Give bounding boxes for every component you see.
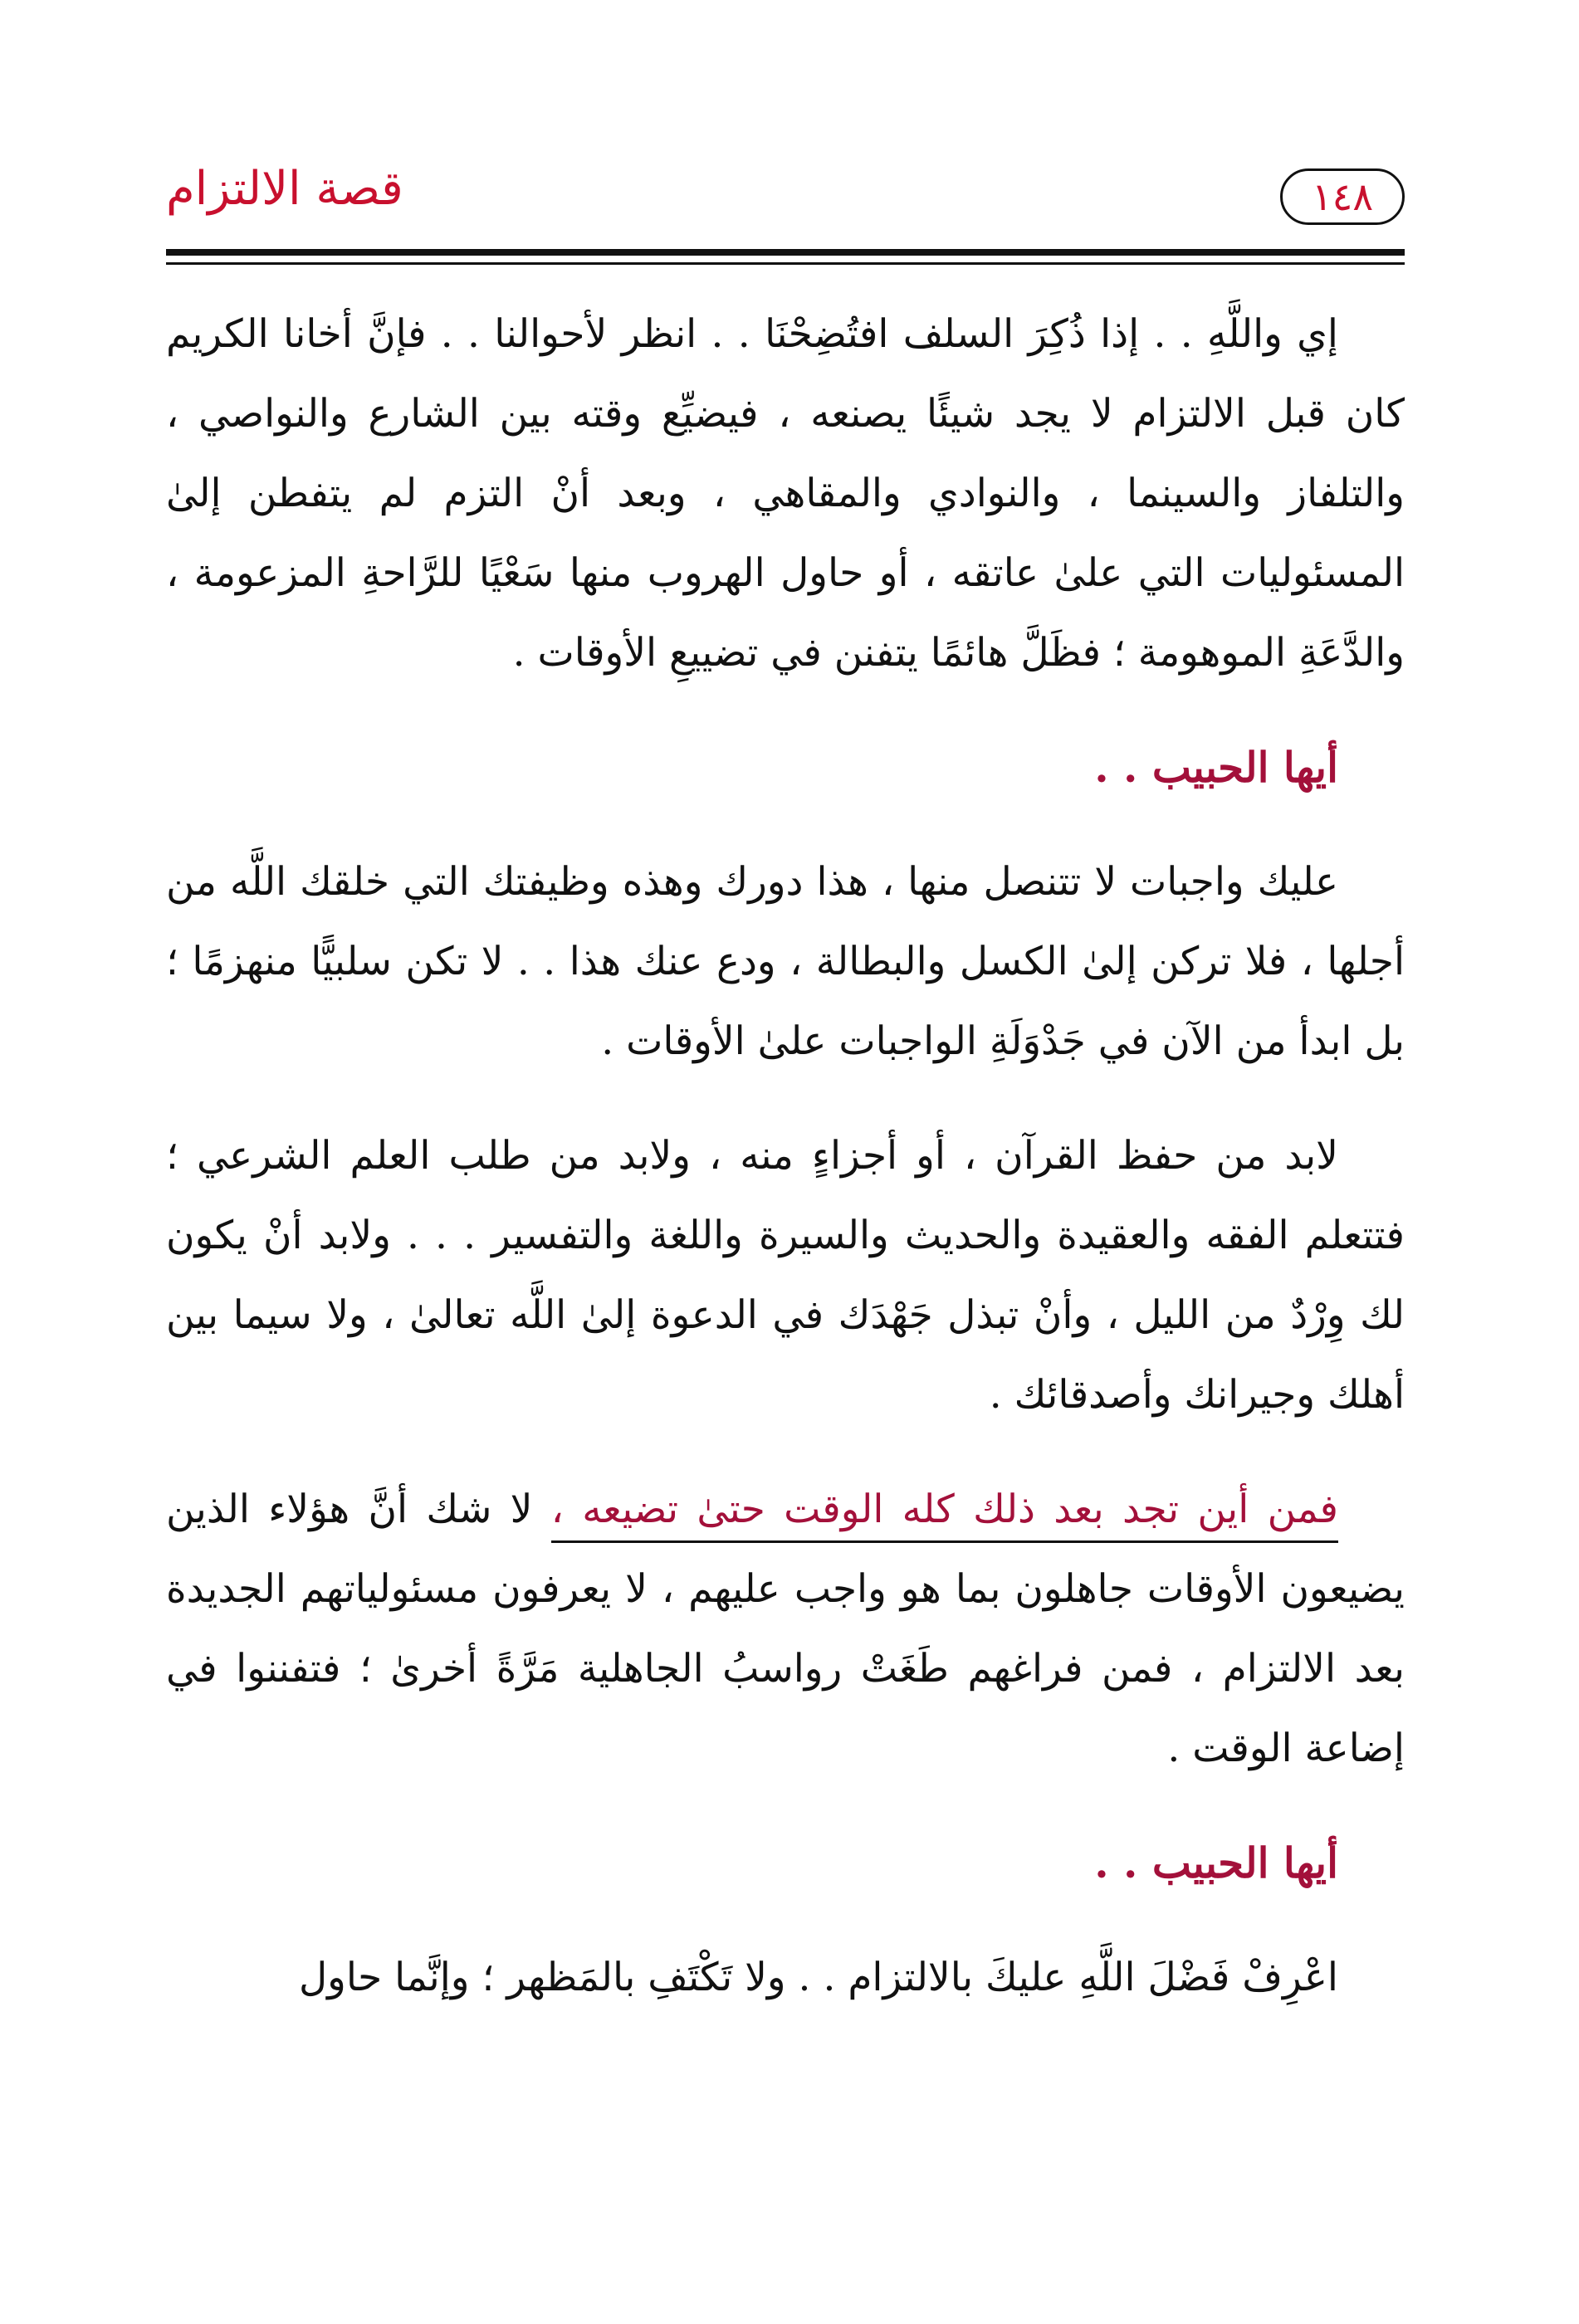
highlighted-question: فمن أين تجد بعد ذلك كله الوقت حتىٰ تضيعه ، — [551, 1487, 1338, 1543]
header-rule-thin — [166, 262, 1405, 265]
paragraph-3: لابد من حفظ القرآن ، أو أجزاءٍ منه ، ولابد من طلب العلم الشرعي ؛ فتتعلم الفقه والعقيدة والحديث والسيرة واللغة والتفسير . . . ولابد أنْ يكون لك وِرْدٌ من الليل ، وأنْ تبذل جَهْدَك في الدعوة إلىٰ اللَّه تعالىٰ ، ولا سيما بين أهلك وجيرانك وأصدقائك . — [166, 1133, 1405, 1418]
page-number: ١٤٨ — [1280, 168, 1405, 225]
book-title: قصة الالتزام — [166, 162, 403, 216]
header-rule-thick — [166, 249, 1405, 256]
paragraph-1: إي واللَّهِ . . إذا ذُكِرَ السلف افتُضِحْنَا . . انظر لأحوالنا . . فإنَّ أخانا الكريم كان قبل الالتزام لا يجد شيئًا يصنعه ، فيضيِّع وقته بين الشارع والنواصي ، والتلفاز والسينما ، والنوادي والمقاهي ، وبعد أنْ التزم لم يتفطن إلىٰ المسئوليات التي علىٰ عاتقه ، أو حاول الهروب منها سَعْيًا للرَّاحةِ المزعومة ، والدَّعَةِ الموهومة ؛ فظَلَّ هائمًا يتفنن في تضييعِ الأوقات . — [166, 311, 1405, 676]
section-heading-2: أيها الحبيب . . — [1094, 1838, 1338, 1887]
page-body — [166, 295, 1405, 2053]
page-header — [166, 154, 1405, 245]
paragraph-5: اعْرِفْ فَضْلَ اللَّهِ عليكَ بالالتزام . . ولا تَكْتَفِ بالمَظهر ؛ وإنَّما حاول — [299, 1955, 1338, 2000]
paragraph-2: عليك واجبات لا تتنصل منها ، هذا دورك وهذه وظيفتك التي خلقك اللَّه من أجلها ، فلا تركن إلىٰ الكسل والبطالة ، ودع عنك هذا . . لا تكن سلبيًّا منهزمًا ؛ بل ابدأ من الآن في جَدْوَلَةِ الواجبات علىٰ الأوقات . — [166, 859, 1405, 1064]
book-page — [166, 0, 1405, 2324]
section-heading-1: أيها الحبيب . . — [1094, 743, 1338, 792]
paragraph-4 — [166, 1470, 1405, 1789]
paragraph-4-text: لا شك أنَّ هؤلاء الذين يضيعون الأوقات جاهلون بما هو واجب عليهم ، لا يعرفون مسئولياتهم الجديدة بعد الالتزام ، فمن فراغهم طَغَتْ رواسبُ الجاهلية مَرَّةً أخرىٰ ؛ فتفننوا في إضاعة الوقت . — [166, 1487, 1405, 1771]
